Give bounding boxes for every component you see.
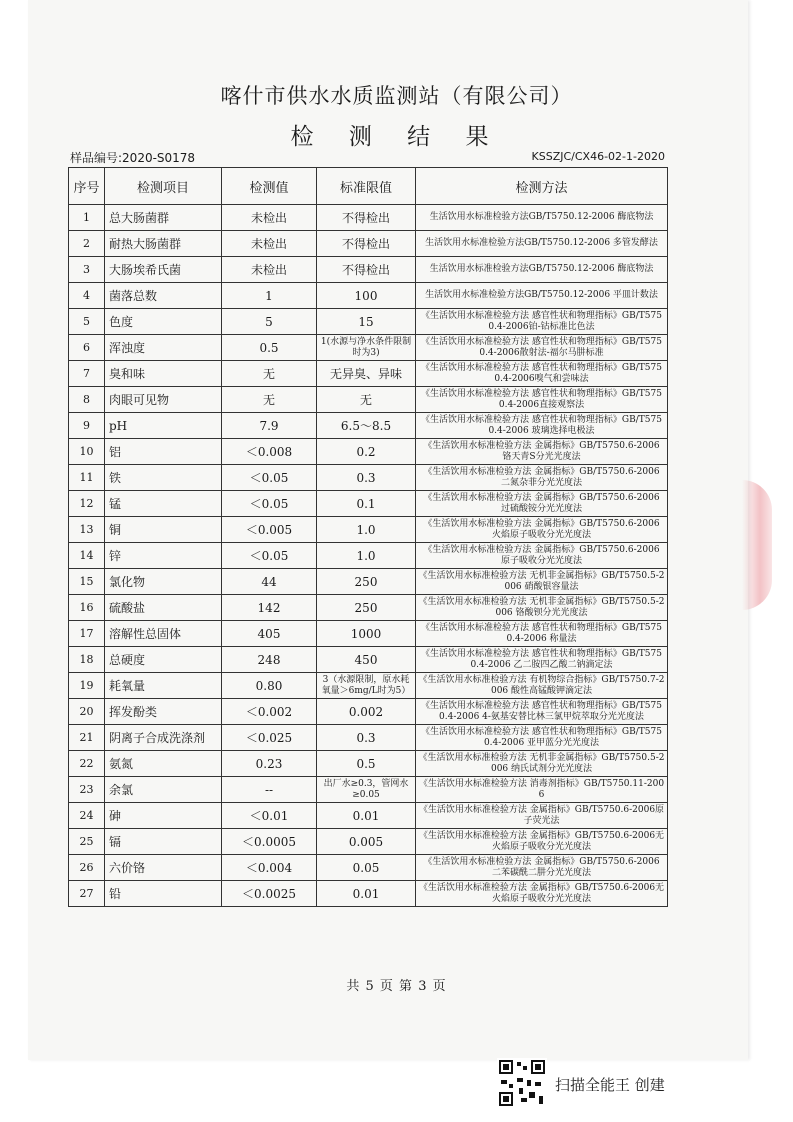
table-body: [69, 205, 668, 907]
row-item: 氯化物: [105, 569, 222, 595]
row-item: 溶解性总固体: [105, 621, 222, 647]
table-row: [69, 517, 668, 543]
table-row: [69, 361, 668, 387]
row-item: 锌: [105, 543, 222, 569]
column-header-method: 检测方法: [416, 168, 668, 205]
row-item: 浑浊度: [105, 335, 222, 361]
document-code: KSSZJC/CX46-02-1-2020: [531, 150, 665, 163]
table-row: [69, 803, 668, 829]
row-limit: 1.0: [317, 543, 416, 569]
sample-number: 样品编号:2020-S0178: [70, 151, 196, 165]
row-method: 《生活饮用水标准检验方法 金属指标》GB/T5750.6-2006原子荧光法: [416, 803, 668, 829]
row-number: 19: [69, 673, 105, 699]
table-row: [69, 335, 668, 361]
row-number: 16: [69, 595, 105, 621]
row-item: 铁: [105, 465, 222, 491]
row-item: 铝: [105, 439, 222, 465]
row-method: 生活饮用水标准检验方法GB/T5750.12-2006 平皿计数法: [416, 283, 668, 309]
page-title: 检 测 结 果: [290, 124, 503, 150]
row-limit: 0.3: [317, 725, 416, 751]
table-row: [69, 777, 668, 803]
row-number: 13: [69, 517, 105, 543]
row-value: 未检出: [222, 205, 317, 231]
row-number: 17: [69, 621, 105, 647]
row-item: 耗氧量: [105, 673, 222, 699]
row-limit: 3（水源限制，原水耗氧量＞6mg/L时为5）: [317, 673, 416, 699]
row-method: 《生活饮用水标准检验方法 有机物综合指标》GB/T5750.7-2006 酸性高锰酸钾滴定法: [416, 673, 668, 699]
row-item: 总大肠菌群: [105, 205, 222, 231]
row-limit: 无: [317, 387, 416, 413]
row-method: 《生活饮用水标准检验方法 感官性状和物理指标》GB/T5750.4-2006铂-钴标准比色法: [416, 309, 668, 335]
row-value: 未检出: [222, 231, 317, 257]
row-limit: 6.5～8.5: [317, 413, 416, 439]
row-value: 44: [222, 569, 317, 595]
row-value: 248: [222, 647, 317, 673]
row-method: 《生活饮用水标准检验方法 金属指标》GB/T5750.6-2006无火焰原子吸收分光光度法: [416, 881, 668, 907]
row-value: 142: [222, 595, 317, 621]
column-header-value: 检测值: [222, 168, 317, 205]
column-header-no: 序号: [69, 168, 105, 205]
qr-code-icon: [497, 1058, 547, 1108]
row-value: 未检出: [222, 257, 317, 283]
row-number: 8: [69, 387, 105, 413]
table-row: [69, 543, 668, 569]
row-number: 24: [69, 803, 105, 829]
row-limit: 450: [317, 647, 416, 673]
table-row: [69, 309, 668, 335]
row-method: 生活饮用水标准检验方法GB/T5750.12-2006 多管发酵法: [416, 231, 668, 257]
row-method: 《生活饮用水标准检验方法 金属指标》GB/T5750.6-2006 二苯碳酰二肼分光光度法: [416, 855, 668, 881]
row-number: 20: [69, 699, 105, 725]
row-item: 氨氮: [105, 751, 222, 777]
row-limit: 不得检出: [317, 257, 416, 283]
row-number: 1: [69, 205, 105, 231]
row-limit: 0.05: [317, 855, 416, 881]
row-item: 铜: [105, 517, 222, 543]
row-number: 7: [69, 361, 105, 387]
row-limit: 0.5: [317, 751, 416, 777]
row-method: 《生活饮用水标准检验方法 感官性状和物理指标》GB/T5750.4-2006 玻璃选择电极法: [416, 413, 668, 439]
row-limit: 100: [317, 283, 416, 309]
row-number: 3: [69, 257, 105, 283]
row-limit: 250: [317, 569, 416, 595]
row-method: 生活饮用水标准检验方法GB/T5750.12-2006 酶底物法: [416, 257, 668, 283]
row-method: 《生活饮用水标准检验方法 感官性状和物理指标》GB/T5750.4-2006 亚甲蓝分光光度法: [416, 725, 668, 751]
row-value: 5: [222, 309, 317, 335]
row-item: 肉眼可见物: [105, 387, 222, 413]
row-method: 《生活饮用水标准检验方法 金属指标》GB/T5750.6-2006无火焰原子吸收分光光度法: [416, 829, 668, 855]
row-number: 21: [69, 725, 105, 751]
row-item: 菌落总数: [105, 283, 222, 309]
row-method: 《生活饮用水标准检验方法 无机非金属指标》GB/T5750.5-2006 硝酸银容量法: [416, 569, 668, 595]
row-method: 生活饮用水标准检验方法GB/T5750.12-2006 酶底物法: [416, 205, 668, 231]
row-number: 6: [69, 335, 105, 361]
row-value: 7.9: [222, 413, 317, 439]
table-row: [69, 647, 668, 673]
row-method: 《生活饮用水标准检验方法 感官性状和物理指标》GB/T5750.4-2006 乙二胺四乙酸二钠滴定法: [416, 647, 668, 673]
row-value: ＜0.05: [222, 491, 317, 517]
row-limit: 0.3: [317, 465, 416, 491]
row-method: 《生活饮用水标准检验方法 消毒剂指标》GB/T5750.11-2006: [416, 777, 668, 803]
row-value: ＜0.025: [222, 725, 317, 751]
scanner-watermark: 扫描全能王 创建: [555, 1076, 665, 1094]
table-row: [69, 855, 668, 881]
table-row: [69, 413, 668, 439]
row-value: 0.23: [222, 751, 317, 777]
results-table: [68, 167, 668, 907]
row-item: 耐热大肠菌群: [105, 231, 222, 257]
row-item: pH: [105, 413, 222, 439]
table-row: [69, 257, 668, 283]
table-row: [69, 569, 668, 595]
row-limit: 不得检出: [317, 205, 416, 231]
row-value: ＜0.002: [222, 699, 317, 725]
row-method: 《生活饮用水标准检验方法 感官性状和物理指标》GB/T5750.4-2006嗅气和尝味法: [416, 361, 668, 387]
table-row: [69, 725, 668, 751]
row-limit: 0.01: [317, 803, 416, 829]
row-limit: 0.01: [317, 881, 416, 907]
row-number: 14: [69, 543, 105, 569]
row-limit: 0.005: [317, 829, 416, 855]
row-method: 《生活饮用水标准检验方法 金属指标》GB/T5750.6-2006 铬天青S分光光度法: [416, 439, 668, 465]
page-number: 共 5 页 第 3 页: [346, 979, 447, 994]
row-limit: 1(水源与净水条件限制时为3): [317, 335, 416, 361]
row-number: 10: [69, 439, 105, 465]
row-limit: 不得检出: [317, 231, 416, 257]
row-number: 9: [69, 413, 105, 439]
table-row: [69, 751, 668, 777]
row-number: 5: [69, 309, 105, 335]
row-item: 色度: [105, 309, 222, 335]
row-method: 《生活饮用水标准检验方法 金属指标》GB/T5750.6-2006 原子吸收分光光度法: [416, 543, 668, 569]
table-row: [69, 595, 668, 621]
row-method: 《生活饮用水标准检验方法 无机非金属指标》GB/T5750.5-2006 铬酸钡分光光度法: [416, 595, 668, 621]
row-item: 阴离子合成洗涤剂: [105, 725, 222, 751]
table-row: [69, 439, 668, 465]
row-value: ＜0.01: [222, 803, 317, 829]
table-header-row: [69, 168, 668, 205]
row-number: 22: [69, 751, 105, 777]
row-value: ＜0.004: [222, 855, 317, 881]
row-value: 405: [222, 621, 317, 647]
row-item: 总硬度: [105, 647, 222, 673]
row-method: 《生活饮用水标准检验方法 无机非金属指标》GB/T5750.5-2006 纳氏试剂分光光度法: [416, 751, 668, 777]
table-row: [69, 881, 668, 907]
row-value: 1: [222, 283, 317, 309]
row-item: 砷: [105, 803, 222, 829]
row-limit: 0.002: [317, 699, 416, 725]
table-row: [69, 387, 668, 413]
row-value: ＜0.0005: [222, 829, 317, 855]
row-item: 余氯: [105, 777, 222, 803]
row-item: 大肠埃希氏菌: [105, 257, 222, 283]
row-item: 挥发酚类: [105, 699, 222, 725]
row-limit: 0.2: [317, 439, 416, 465]
row-method: 《生活饮用水标准检验方法 金属指标》GB/T5750.6-2006 火焰原子吸收分光光度法: [416, 517, 668, 543]
row-number: 4: [69, 283, 105, 309]
row-method: 《生活饮用水标准检验方法 金属指标》GB/T5750.6-2006 过硫酸铵分光光度法: [416, 491, 668, 517]
row-value: 无: [222, 361, 317, 387]
row-number: 26: [69, 855, 105, 881]
row-item: 锰: [105, 491, 222, 517]
row-method: 《生活饮用水标准检验方法 金属指标》GB/T5750.6-2006 二氮杂菲分光光度法: [416, 465, 668, 491]
row-number: 12: [69, 491, 105, 517]
row-item: 臭和味: [105, 361, 222, 387]
row-value: ＜0.008: [222, 439, 317, 465]
table-row: [69, 231, 668, 257]
row-item: 镉: [105, 829, 222, 855]
row-number: 18: [69, 647, 105, 673]
row-number: 11: [69, 465, 105, 491]
row-number: 2: [69, 231, 105, 257]
row-limit: 0.1: [317, 491, 416, 517]
row-method: 《生活饮用水标准检验方法 感官性状和物理指标》GB/T5750.4-2006 称量法: [416, 621, 668, 647]
row-limit: 250: [317, 595, 416, 621]
row-item: 六价铬: [105, 855, 222, 881]
column-header-limit: 标准限值: [317, 168, 416, 205]
row-limit: 15: [317, 309, 416, 335]
row-number: 25: [69, 829, 105, 855]
table-row: [69, 205, 668, 231]
row-number: 27: [69, 881, 105, 907]
table-row: [69, 491, 668, 517]
table-row: [69, 829, 668, 855]
row-method: 《生活饮用水标准检验方法 感官性状和物理指标》GB/T5750.4-2006直接观察法: [416, 387, 668, 413]
row-limit: 无异臭、异味: [317, 361, 416, 387]
seal-stamp-edge: [742, 480, 772, 610]
table-row: [69, 465, 668, 491]
row-value: 无: [222, 387, 317, 413]
table-row: [69, 673, 668, 699]
row-item: 铅: [105, 881, 222, 907]
row-limit: 出厂水≥0.3，管网水≥0.05: [317, 777, 416, 803]
table-row: [69, 283, 668, 309]
row-method: 《生活饮用水标准检验方法 感官性状和物理指标》GB/T5750.4-2006散射法-福尔马肼标准: [416, 335, 668, 361]
organization-title: 喀什市供水水质监测站（有限公司）: [220, 84, 573, 108]
row-number: 23: [69, 777, 105, 803]
row-method: 《生活饮用水标准检验方法 感官性状和物理指标》GB/T5750.4-2006 4-氨基安替比林三氯甲烷萃取分光光度法: [416, 699, 668, 725]
row-value: ＜0.05: [222, 543, 317, 569]
row-item: 硫酸盐: [105, 595, 222, 621]
row-value: --: [222, 777, 317, 803]
column-header-item: 检测项目: [105, 168, 222, 205]
row-number: 15: [69, 569, 105, 595]
row-value: 0.80: [222, 673, 317, 699]
row-value: ＜0.05: [222, 465, 317, 491]
row-value: ＜0.0025: [222, 881, 317, 907]
row-value: ＜0.005: [222, 517, 317, 543]
row-limit: 1.0: [317, 517, 416, 543]
row-limit: 1000: [317, 621, 416, 647]
table-row: [69, 621, 668, 647]
table-row: [69, 699, 668, 725]
row-value: 0.5: [222, 335, 317, 361]
